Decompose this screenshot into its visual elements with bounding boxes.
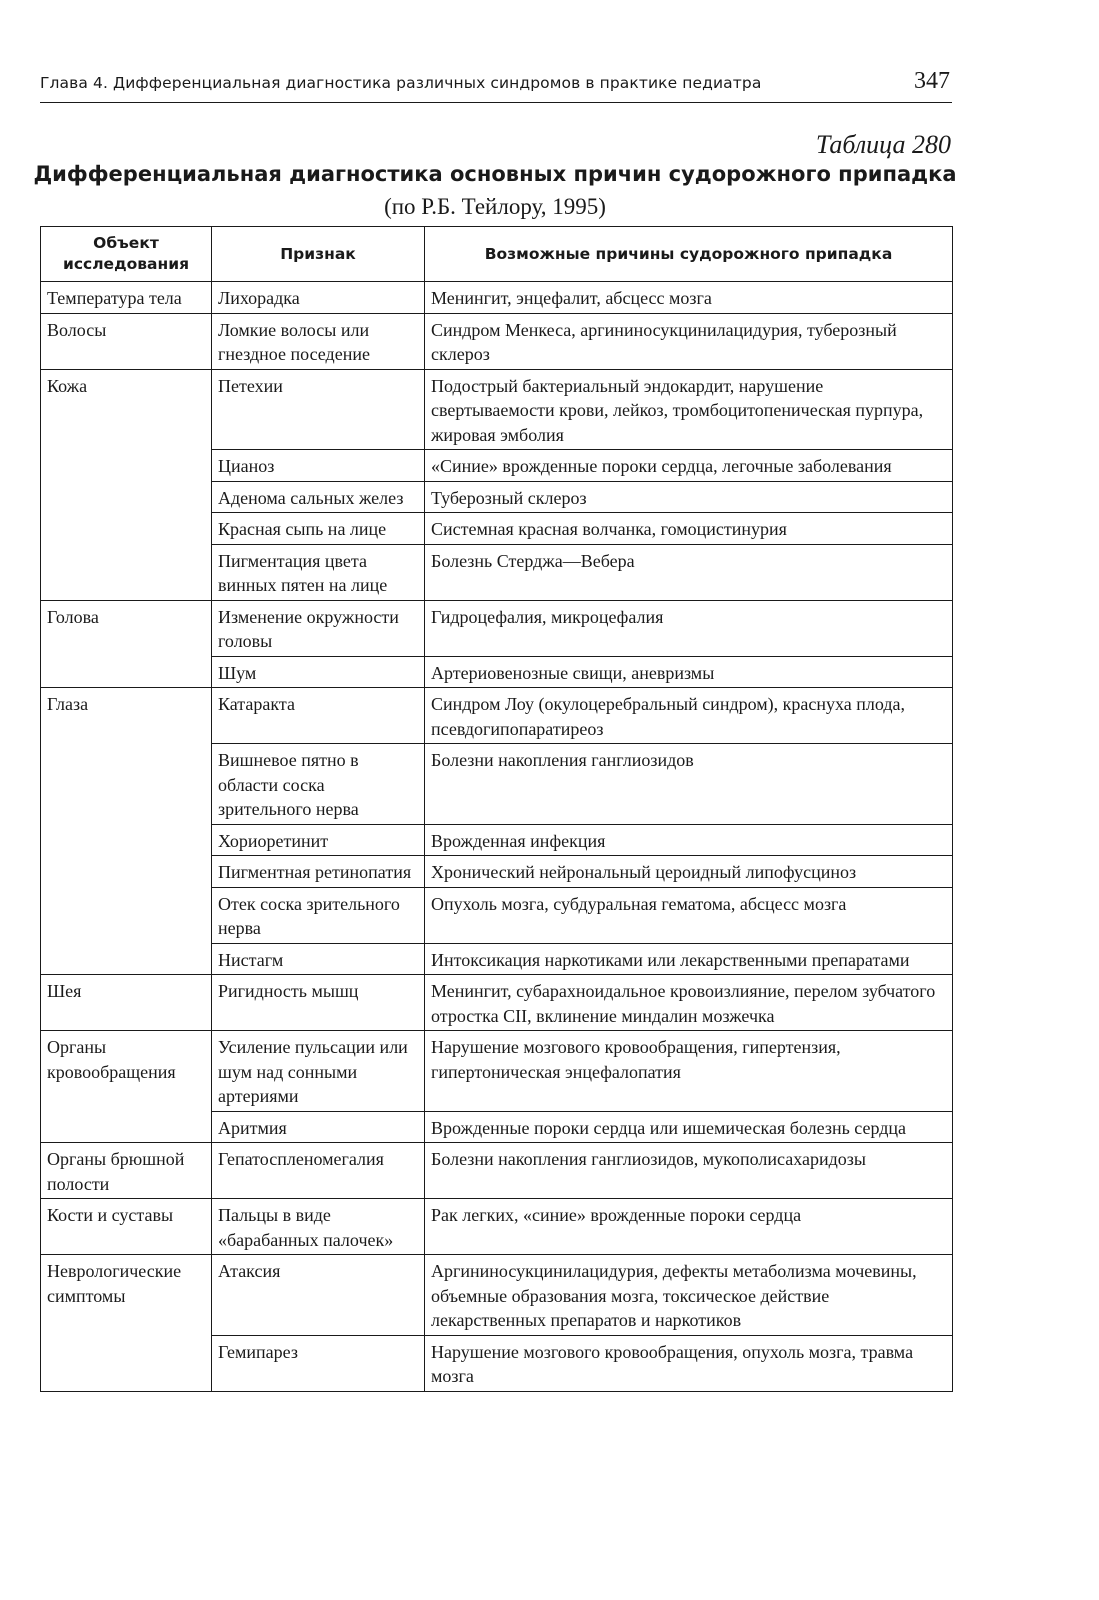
cell-object: Волосы [41,313,212,369]
cell-sign: Лихорадка [212,282,425,314]
cell-object: Органы кровообращения [41,1031,212,1143]
table-row [41,688,953,744]
cell-causes: Нарушение мозгового кровообращения, гипертензия, гипертоническая энцефалопатия [425,1031,953,1112]
cell-object: Голова [41,600,212,688]
table-row [41,313,953,369]
cell-causes: Опухоль мозга, субдуральная гематома, абсцесс мозга [425,887,953,943]
cell-sign: Пигментация цвета винных пятен на лице [212,544,425,600]
cell-causes: Менингит, субарахноидальное кровоизлияние, перелом зубчатого отростка CII, вклинение миндалин мозжечка [425,975,953,1031]
cell-causes: Аргининосукцинилацидурия, дефекты метаболизма мочевины, объемные образования мозга, токсическое действие лекарственных препаратов и наркотиков [425,1255,953,1336]
cell-causes: Рак легких, «синие» врожденные пороки сердца [425,1199,953,1255]
cell-sign: Ломкие волосы или гнездное поседение [212,313,425,369]
cell-object: Органы брюшной полости [41,1143,212,1199]
cell-sign: Усиление пульсации или шум над сонными артериями [212,1031,425,1112]
cell-causes: Артериовенозные свищи, аневризмы [425,656,953,688]
diagnosis-table [40,226,953,1392]
cell-causes: Болезни накопления ганглиозидов [425,744,953,825]
cell-sign: Пальцы в виде «барабанных палочек» [212,1199,425,1255]
cell-sign: Вишневое пятно в области соска зрительного нерва [212,744,425,825]
cell-sign: Катаракта [212,688,425,744]
column-header-object: Объект исследования [41,227,212,282]
cell-sign: Шум [212,656,425,688]
cell-causes: Нарушение мозгового кровообращения, опухоль мозга, травма мозга [425,1335,953,1391]
cell-sign: Хориоретинит [212,824,425,856]
cell-object: Температура тела [41,282,212,314]
cell-sign: Аденома сальных желез [212,481,425,513]
cell-sign: Красная сыпь на лице [212,513,425,545]
cell-object: Неврологические симптомы [41,1255,212,1392]
running-header [40,68,952,103]
cell-sign: Отек соска зрительного нерва [212,887,425,943]
cell-sign: Петехии [212,369,425,450]
cell-object: Кожа [41,369,212,600]
cell-causes: Туберозный склероз [425,481,953,513]
cell-sign: Атаксия [212,1255,425,1336]
table-body [41,282,953,1392]
cell-causes: Врожденные пороки сердца или ишемическая болезнь сердца [425,1111,953,1143]
cell-causes: Подострый бактериальный эндокардит, нарушение свертываемости крови, лейкоз, тромбоцитопеническая пурпура, жировая эмболия [425,369,953,450]
cell-causes: «Синие» врожденные пороки сердца, легочные заболевания [425,450,953,482]
table-row [41,369,953,450]
cell-object: Шея [41,975,212,1031]
cell-causes: Интоксикация наркотиками или лекарственными препаратами [425,943,953,975]
table-label: Таблица 280 [815,130,951,159]
column-header-sign: Признак [212,227,425,282]
cell-object: Кости и суставы [41,1199,212,1255]
cell-sign: Гемипарез [212,1335,425,1391]
column-header-causes: Возможные причины судорожного припадка [425,227,953,282]
cell-causes: Хронический нейрональный цероидный липофусциноз [425,856,953,888]
chapter-title: Глава 4. Дифференциальная диагностика различных синдромов в практике педиатра [40,74,762,92]
cell-sign: Гепатоспленомегалия [212,1143,425,1199]
table-row [41,1143,953,1199]
cell-causes: Системная красная волчанка, гомоцистинурия [425,513,953,545]
table-header-row [41,227,953,282]
table-row [41,600,953,656]
cell-causes: Болезнь Стерджа—Вебера [425,544,953,600]
cell-causes: Болезни накопления ганглиозидов, мукополисахаридозы [425,1143,953,1199]
cell-sign: Ригидность мышц [212,975,425,1031]
table-subtitle: (по Р.Б. Тейлору, 1995) [384,194,606,219]
cell-sign: Пигментная ретинопатия [212,856,425,888]
page-number: 347 [914,68,950,94]
cell-object: Глаза [41,688,212,975]
cell-sign: Аритмия [212,1111,425,1143]
table-row [41,282,953,314]
table-row [41,1031,953,1112]
cell-causes: Менингит, энцефалит, абсцесс мозга [425,282,953,314]
cell-sign: Нистагм [212,943,425,975]
table-row [41,975,953,1031]
cell-causes: Синдром Менкеса, аргининосукцинилацидурия, туберозный склероз [425,313,953,369]
table-row [41,1199,953,1255]
cell-sign: Изменение окружности головы [212,600,425,656]
table-title: Дифференциальная диагностика основных причин судорожного припадка [33,162,957,186]
cell-causes: Синдром Лоу (окулоцеребральный синдром), краснуха плода, псевдогипопаратиреоз [425,688,953,744]
table-row [41,1255,953,1336]
cell-causes: Врожденная инфекция [425,824,953,856]
cell-sign: Цианоз [212,450,425,482]
cell-causes: Гидроцефалия, микроцефалия [425,600,953,656]
